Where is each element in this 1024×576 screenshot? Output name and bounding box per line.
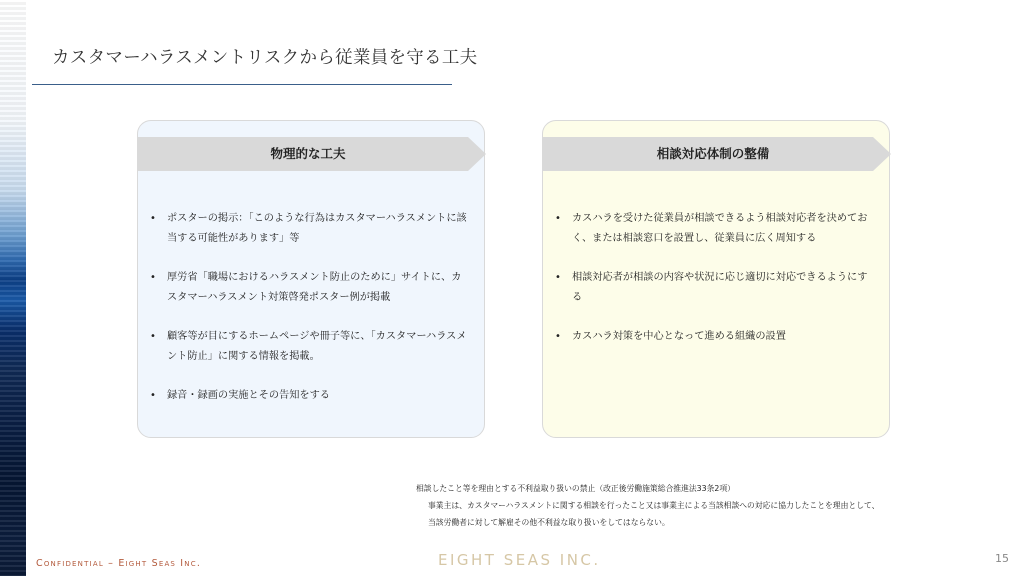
consultation-system-card	[542, 120, 890, 438]
confidential-label: Confidential – Eight Seas Inc.	[36, 558, 202, 569]
list-item: • 相談対応者が相談の内容や状況に応じ適切に対応できるようにする	[553, 268, 873, 308]
ocean-image-strip	[0, 0, 26, 576]
consultation-system-header	[543, 137, 891, 171]
company-logo: EIGHT SEAS INC.	[438, 551, 601, 569]
physical-measures-header	[138, 137, 486, 171]
list-item: • ポスターの掲示：「このような行為はカスタマーハラスメントに該当する可能性があります」等	[148, 209, 468, 249]
legal-note-body-2: 当該労働者に対して解雇その他不利益な取り扱いをしてはならない。	[428, 518, 670, 527]
physical-measures-list	[148, 209, 468, 425]
list-item: • カスハラ対策を中心となって進める組織の設置	[553, 327, 873, 347]
list-item: • 録音・録画の実施とその告知をする	[148, 386, 468, 406]
consultation-system-list	[553, 209, 873, 366]
physical-measures-card	[137, 120, 485, 438]
slide-title: カスタマーハラスメントリスクから従業員を守る工夫	[52, 48, 478, 68]
legal-note-heading: 相談したこと等を理由とする不利益取り扱いの禁止（改正後労働施策総合推進法33条2項）	[416, 484, 735, 493]
legal-note	[416, 480, 976, 531]
list-item: • カスハラを受けた従業員が相談できるよう相談対応者を決めておく、または相談窓口を設置し、従業員に広く周知する	[553, 209, 873, 249]
list-item: • 厚労省「職場におけるハラスメント防止のために」サイトに、カスタマーハラスメント対策啓発ポスター例が掲載	[148, 268, 468, 308]
title-underline	[32, 84, 452, 85]
consultation-system-heading: 相談対応体制の整備	[656, 146, 770, 161]
list-item: • 顧客等が目にするホームページや冊子等に、「カスタマーハラスメント防止」に関する情報を掲載。	[148, 327, 468, 367]
physical-measures-heading: 物理的な工夫	[270, 146, 346, 161]
page-number: 15	[995, 552, 1009, 565]
legal-note-body-1: 事業主は、カスタマーハラスメントに関する相談を行ったこと又は事業主による当該相談への対応に協力したことを理由として、	[428, 501, 880, 510]
